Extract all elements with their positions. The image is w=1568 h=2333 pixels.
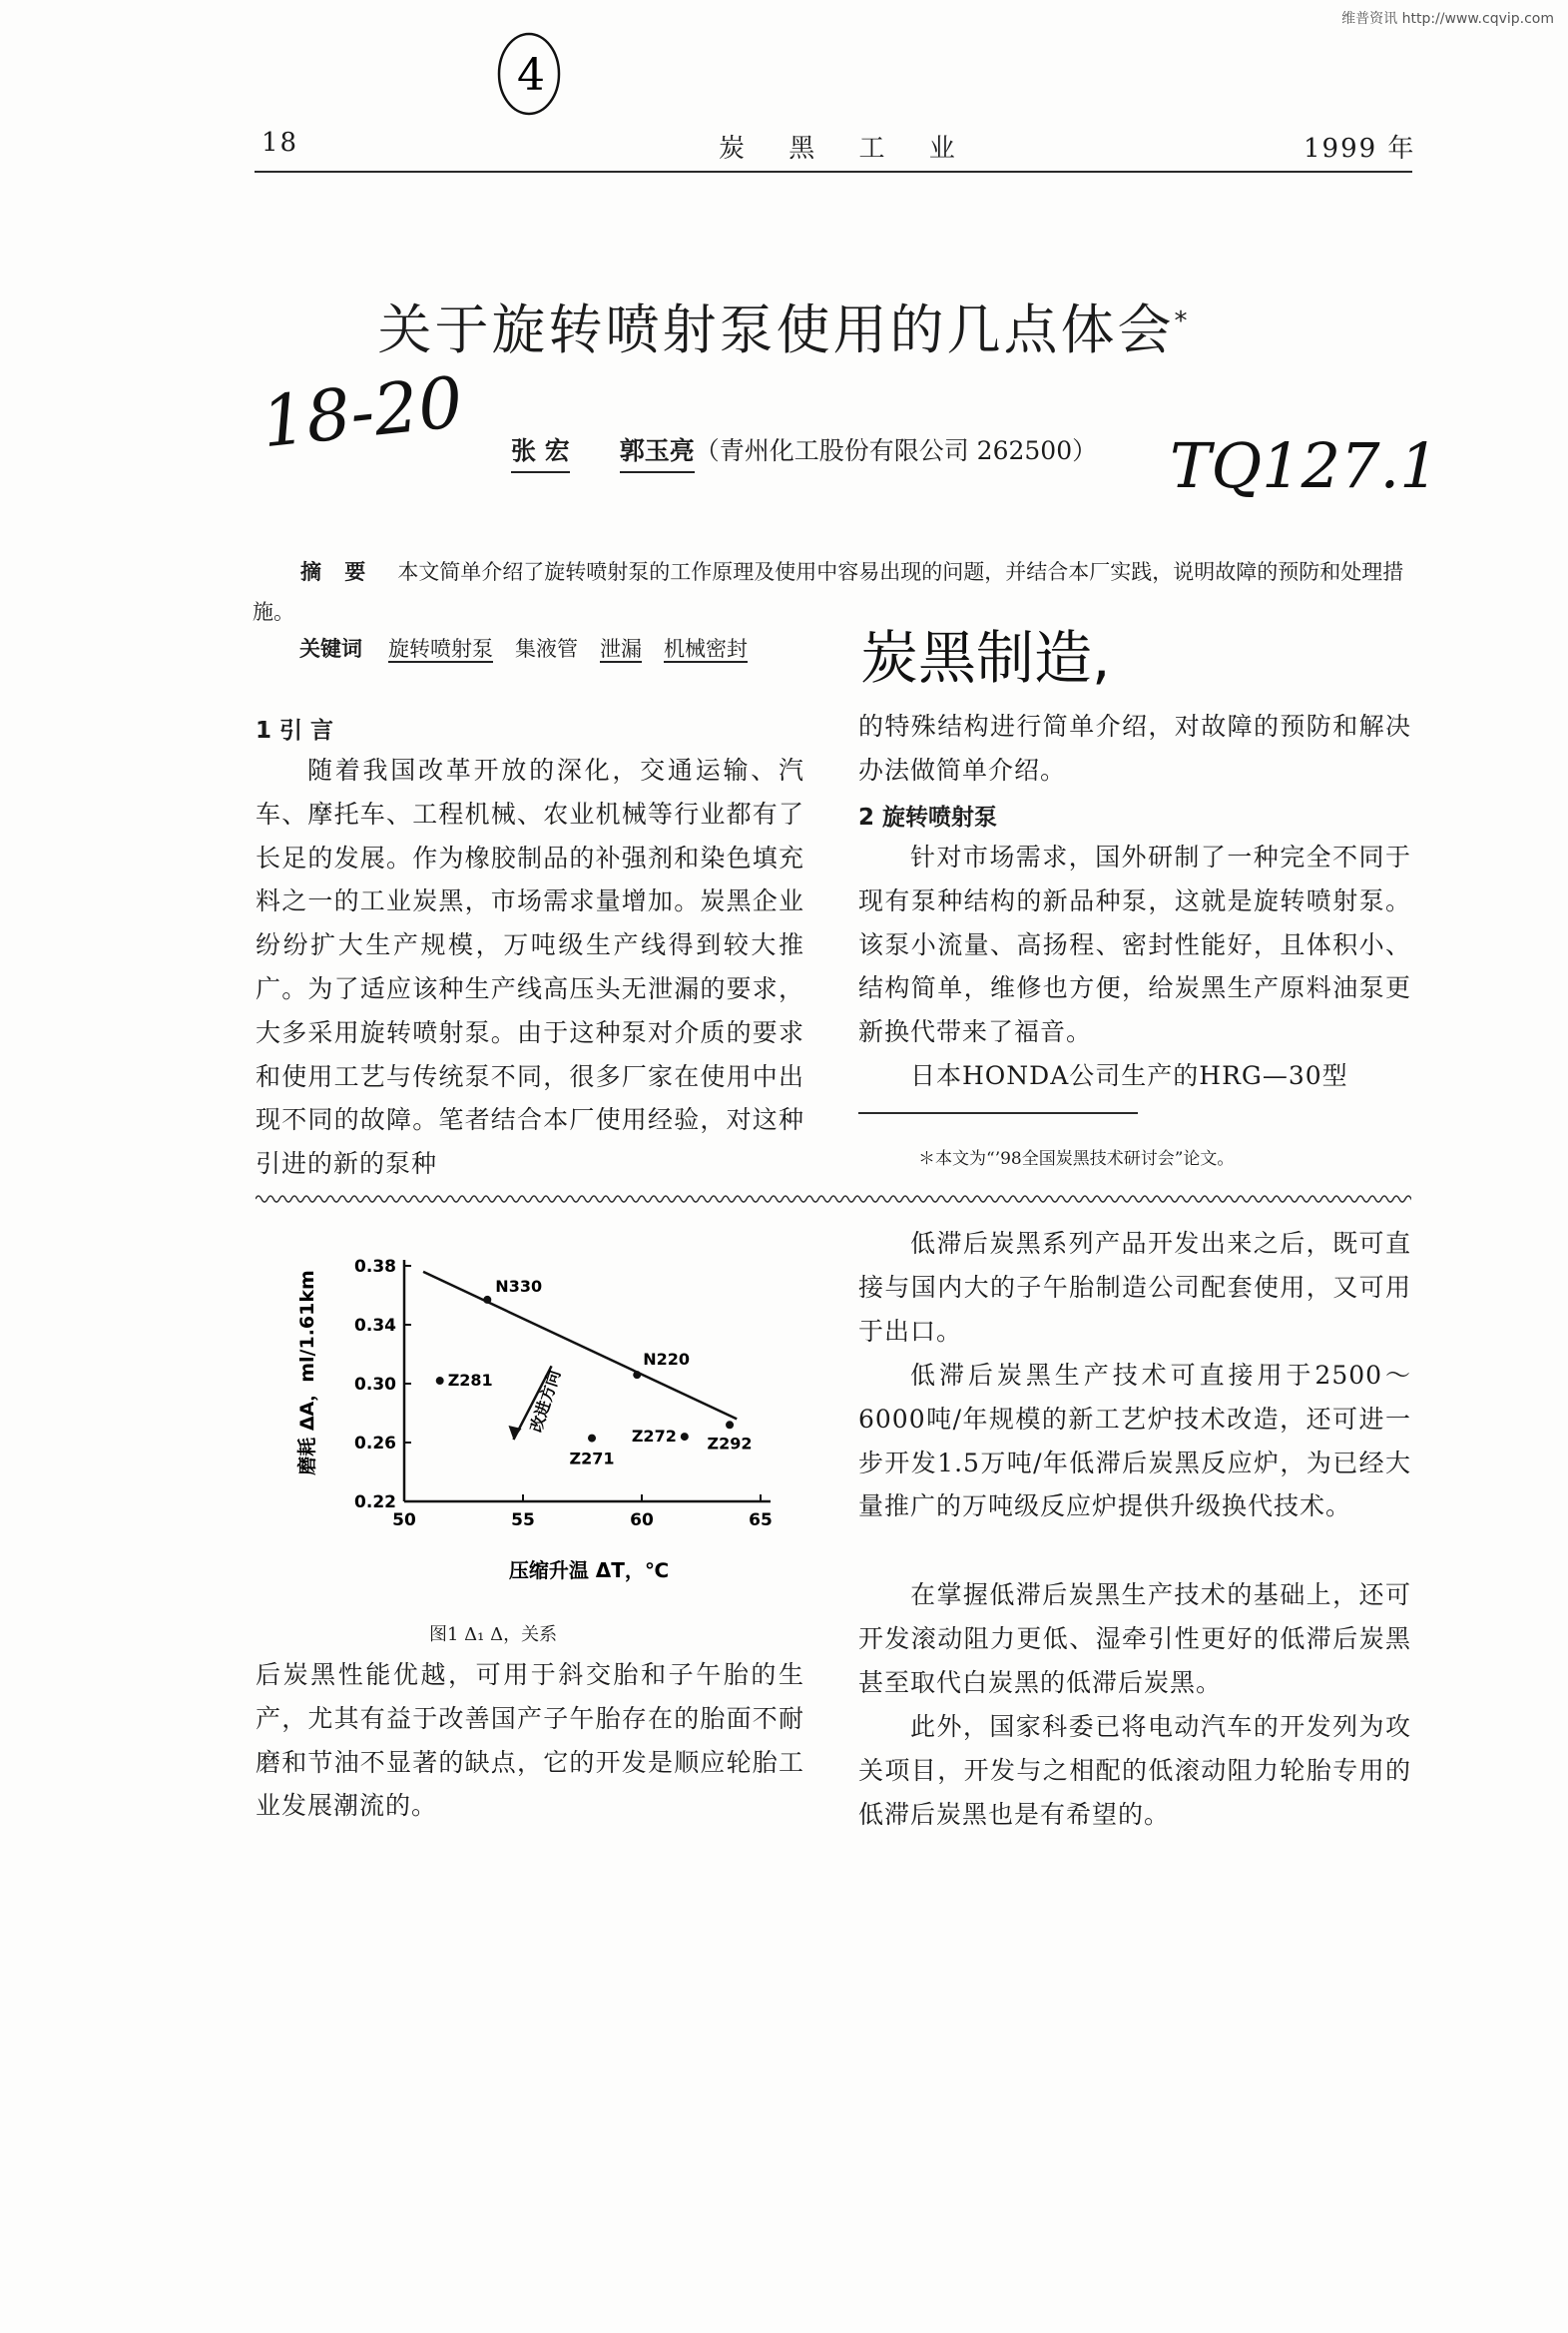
abstract-label: 摘 要 — [300, 559, 374, 584]
x-tick-label: 65 — [749, 1510, 773, 1530]
watermark: 维普资讯 http://www.cqvip.com — [1341, 11, 1554, 27]
journal-name: 炭 黑 工 业 — [719, 134, 973, 164]
keyword-1: 旋转喷射泵 — [388, 637, 493, 661]
figure-caption: 图1 Δ₁ Δ，关系 — [429, 1624, 558, 1645]
point-label: Z292 — [707, 1434, 753, 1454]
section-1-continued: 的特殊结构进行简单介绍，对故障的预防和解决办法做简单介绍。 — [858, 712, 1411, 785]
affiliation: （青州化工股份有限公司 262500） — [694, 436, 1098, 465]
x-tick-label: 50 — [392, 1510, 416, 1530]
point-label: Z281 — [447, 1371, 493, 1391]
y-tick-label: 0.38 — [354, 1257, 396, 1277]
section-separator — [256, 1192, 1411, 1206]
data-point — [726, 1421, 734, 1429]
footnote: ＊本文为“’98全国炭黑技术研讨会”论文。 — [918, 1149, 1235, 1169]
point-label: N220 — [643, 1350, 691, 1370]
circled-annotation-text: 4 — [517, 50, 545, 101]
page-number: 18 — [261, 128, 299, 158]
scatter-chart — [289, 1248, 788, 1617]
lower-right-paragraph-2: 低滞后炭黑生产技术可直接用于2500～6000吨/年规模的新工艺炉技术改造，还可进一步开发1.5万吨/年低滞后炭黑反应炉，为已经大量推广的万吨级反应炉提供升级换代技术。 — [858, 1361, 1411, 1521]
y-axis-label: 磨耗 ΔA，ml/1.61km — [296, 1270, 318, 1475]
data-point — [436, 1377, 444, 1385]
section-2-heading: 2 旋转喷射泵 — [858, 805, 998, 831]
y-tick-label: 0.22 — [354, 1492, 396, 1512]
article-title-text: 关于旋转喷射泵使用的几点体会 — [377, 298, 1175, 361]
keyword-3: 泄漏 — [600, 637, 642, 661]
abstract-text: 本文简单介绍了旋转喷射泵的工作原理及使用中容易出现的问题，并结合本厂实践，说明故障的预防和处理措施。 — [253, 560, 1404, 624]
data-point — [633, 1371, 641, 1379]
point-label: Z272 — [631, 1427, 677, 1447]
x-tick-label: 55 — [511, 1510, 535, 1530]
section-2-paragraph-2: 日本HONDA公司生产的HRG—30型 — [910, 1061, 1348, 1090]
direction-label: 改进方向 — [526, 1368, 565, 1435]
lower-left-paragraph: 后炭黑性能优越，可用于斜交胎和子午胎的生产，尤其有益于改善国产子午胎存在的胎面不耐磨和节油不显著的缺点，它的开发是顺应轮胎工业发展潮流的。 — [256, 1660, 804, 1821]
x-axis-label: 压缩升温 ΔT，℃ — [508, 1558, 670, 1582]
title-footnote-mark: * — [1174, 306, 1191, 336]
circled-annotation — [487, 24, 577, 124]
handwritten-class-code: TQ127.1 — [1170, 429, 1439, 502]
data-point — [681, 1433, 689, 1441]
handwritten-keyword: 炭黑制造, — [860, 624, 1111, 692]
abstract — [253, 552, 1410, 632]
keywords-label: 关键词 — [299, 636, 362, 661]
header-year: 1999 年 — [1304, 134, 1416, 164]
lower-right-paragraph-4: 此外，国家科委已将电动汽车的开发列为攻关项目，开发与之相配的低滚动阻力轮胎专用的低滞后炭黑也是有希望的。 — [858, 1712, 1411, 1829]
lower-right-paragraph-1: 低滞后炭黑系列产品开发出来之后，既可直接与国内大的子午胎制造公司配套使用，又可用于出口。 — [858, 1229, 1411, 1346]
section-2-paragraph-1: 针对市场需求，国外研制了一种完全不同于现有泵种结构的新品种泵，这就是旋转喷射泵。该泵小流量、高扬程、密封性能好，且体积小、结构简单，维修也方便，给炭黑生产原料油泵更新换代带来了福音。 — [858, 843, 1411, 1047]
author-1: 张 宏 — [511, 436, 570, 473]
keywords — [299, 633, 770, 663]
lower-right-paragraph-3: 在掌握低滞后炭黑生产技术的基础上，还可开发滚动阻力更低、湿牵引性更好的低滞后炭黑甚至取代白炭黑的低滞后炭黑。 — [858, 1580, 1411, 1697]
section-1-heading: 1 引 言 — [256, 718, 334, 744]
data-point — [588, 1435, 596, 1443]
y-tick-label: 0.26 — [354, 1434, 396, 1454]
keyword-2: 集液管 — [515, 637, 578, 661]
section-1-paragraph: 随着我国改革开放的深化，交通运输、汽车、摩托车、工程机械、农业机械等行业都有了长足的发展。作为橡胶制品的补强剂和染色填充料之一的工业炭黑，市场需求量增加。炭黑企业纷纷扩大生产规模，万吨级生产线得到较大推广。为了适应该种生产线高压头无泄漏的要求，大多采用旋转喷射泵。由于这种泵对介质的要求和使用工艺与传统泵不同，很多厂家在使用中出现不同的故障。笔者结合本厂使用经验，对这种引进的新的泵种 — [256, 756, 804, 1179]
point-label: Z271 — [569, 1449, 615, 1468]
trend-line — [423, 1272, 737, 1420]
article-title — [0, 288, 1568, 364]
author-2: 郭玉亮 — [620, 436, 695, 473]
data-point — [483, 1296, 491, 1304]
y-tick-label: 0.34 — [354, 1316, 396, 1336]
point-label: N330 — [495, 1276, 543, 1296]
y-tick-label: 0.30 — [354, 1375, 396, 1395]
keyword-4: 机械密封 — [664, 637, 748, 661]
x-tick-label: 60 — [630, 1510, 654, 1530]
author-line — [511, 431, 1097, 467]
footnote-rule — [858, 1112, 1138, 1114]
handwritten-pages: 18-20 — [258, 360, 467, 464]
header-rule — [255, 171, 1412, 173]
